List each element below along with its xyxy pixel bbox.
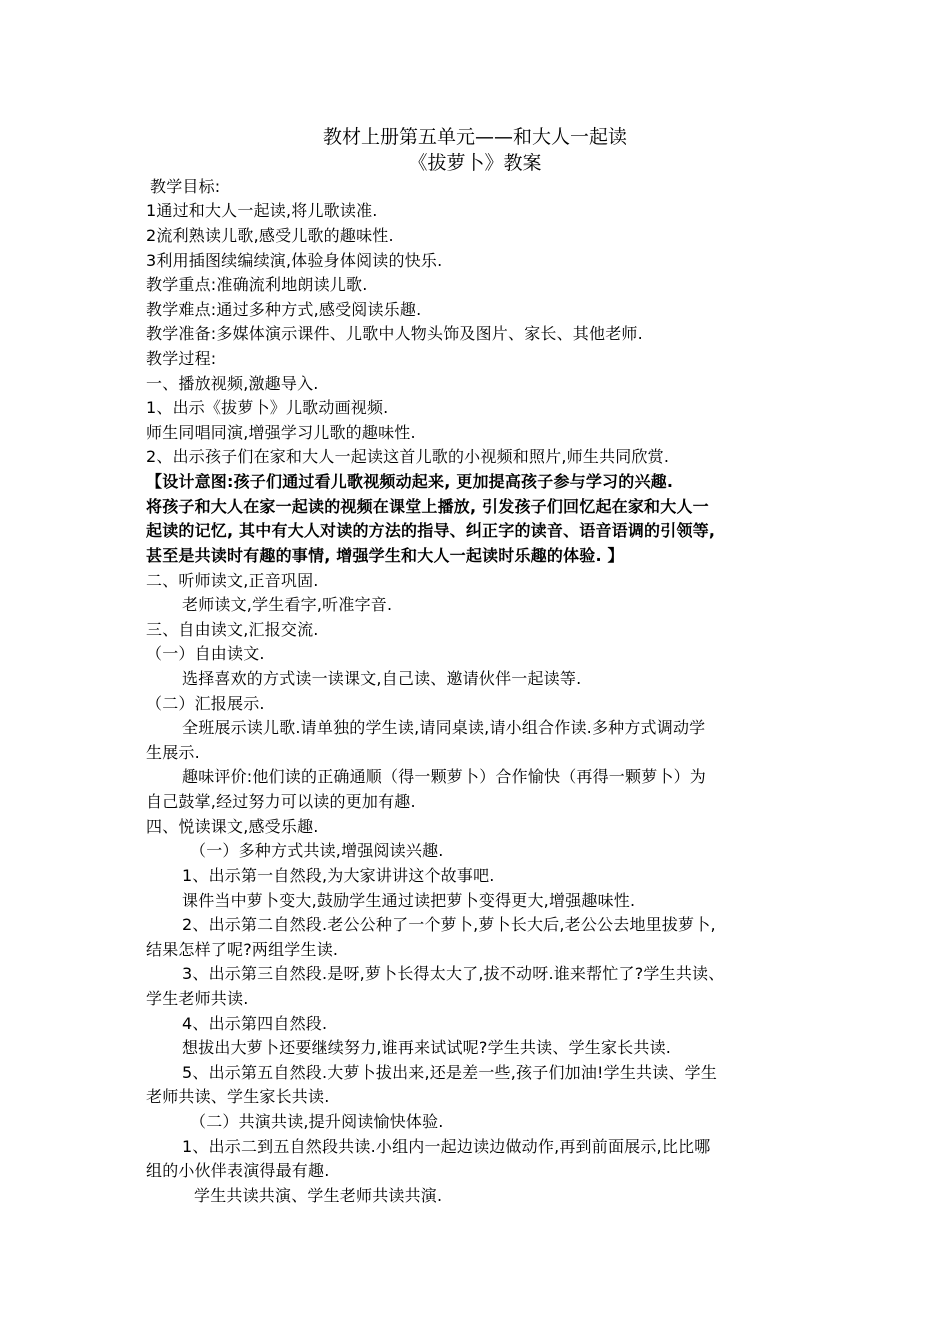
text-line: 1、出示二到五自然段共读.小组内一起边读边做动作,再到前面展示,比比哪 [182, 1137, 711, 1156]
design-intent-line: 甚至是共读时有趣的事情, 增强学生和大人一起读时乐趣的体验. 】 [146, 546, 624, 565]
document-subtitle: 《拔萝卜》教案 [408, 152, 542, 174]
text-line: 学生老师共读. [146, 989, 249, 1008]
text-line: 教学难点:通过多种方式,感受阅读乐趣. [146, 300, 422, 319]
section-heading: 一、播放视频,激趣导入. [146, 374, 319, 393]
text-line: 组的小伙伴表演得最有趣. [146, 1161, 330, 1180]
text-line: 教学重点:准确流利地朗读儿歌. [146, 275, 368, 294]
text-line: 全班展示读儿歌.请单独的学生读,请同桌读,请小组合作读.多种方式调动学 [182, 718, 706, 737]
text-line: 1、出示《拔萝卜》儿歌动画视频. [146, 398, 389, 417]
text-line: 自己鼓掌,经过努力可以读的更加有趣. [146, 792, 416, 811]
text-line: 老师读文,学生看字,听准字音. [182, 595, 393, 614]
text-line: 4、出示第四自然段. [182, 1014, 328, 1033]
section-heading-objectives: 教学目标: [150, 177, 221, 196]
text-line: 课件当中萝卜变大,鼓励学生通过读把萝卜变得更大,增强趣味性. [182, 891, 636, 910]
section-heading-process: 教学过程: [146, 349, 217, 368]
design-intent-line: 【设计意图:孩子们通过看儿歌视频动起来, 更加提高孩子参与学习的兴趣. [146, 472, 674, 491]
text-line: 生展示. [146, 743, 200, 762]
subsection-heading: （二）汇报展示. [146, 694, 265, 713]
text-line: 3利用插图续编续演,体验身体阅读的快乐. [146, 251, 443, 270]
text-line: 教学准备:多媒体演示课件、儿歌中人物头饰及图片、家长、其他老师. [146, 324, 643, 343]
subsection-heading: （一）多种方式共读,增强阅读兴趣. [190, 841, 444, 860]
design-intent-line: 起读的记忆, 其中有大人对读的方法的指导、纠正字的读音、语音语调的引领等, [146, 521, 716, 540]
text-line: 2、出示第二自然段.老公公种了一个萝卜,萝卜长大后,老公公去地里拔萝卜, [182, 915, 716, 934]
subsection-heading: （二）共演共读,提升阅读愉快体验. [190, 1112, 444, 1131]
text-line: 师生同唱同演,增强学习儿歌的趣味性. [146, 423, 416, 442]
text-line: 老师共读、学生家长共读. [146, 1087, 330, 1106]
section-heading: 三、自由读文,汇报交流. [146, 620, 319, 639]
subsection-heading: （一）自由读文. [146, 644, 265, 663]
text-line: 结果怎样了呢?两组学生读. [146, 940, 339, 959]
section-heading: 四、悦读课文,感受乐趣. [146, 817, 319, 836]
text-line: 1通过和大人一起读,将儿歌读准. [146, 201, 378, 220]
text-line: 1、出示第一自然段,为大家讲讲这个故事吧. [182, 866, 495, 885]
section-heading: 二、听师读文,正音巩固. [146, 571, 319, 590]
text-line: 3、出示第三自然段.是呀,萝卜长得太大了,拔不动呀.谁来帮忙了?学生共读、 [182, 964, 725, 983]
text-line: 想拔出大萝卜还要继续努力,谁再来试试呢?学生共读、学生家长共读. [182, 1038, 672, 1057]
text-line: 5、出示第五自然段.大萝卜拔出来,还是差一些,孩子们加油!学生共读、学生 [182, 1063, 718, 1082]
text-line: 2流利熟读儿歌,感受儿歌的趣味性. [146, 226, 394, 245]
text-line: 选择喜欢的方式读一读课文,自己读、邀请伙伴一起读等. [182, 669, 582, 688]
document-title: 教材上册第五单元——和大人一起读 [322, 126, 627, 148]
text-line: 学生共读共演、学生老师共读共演. [194, 1186, 443, 1205]
design-intent-line: 将孩子和大人在家一起读的视频在课堂上播放, 引发孩子们回忆起在家和大人一 [146, 497, 709, 516]
text-line: 2、出示孩子们在家和大人一起读这首儿歌的小视频和照片,师生共同欣赏. [146, 447, 670, 466]
text-line: 趣味评价:他们读的正确通顺（得一颗萝卜）合作愉快（再得一颗萝卜）为 [182, 767, 706, 786]
